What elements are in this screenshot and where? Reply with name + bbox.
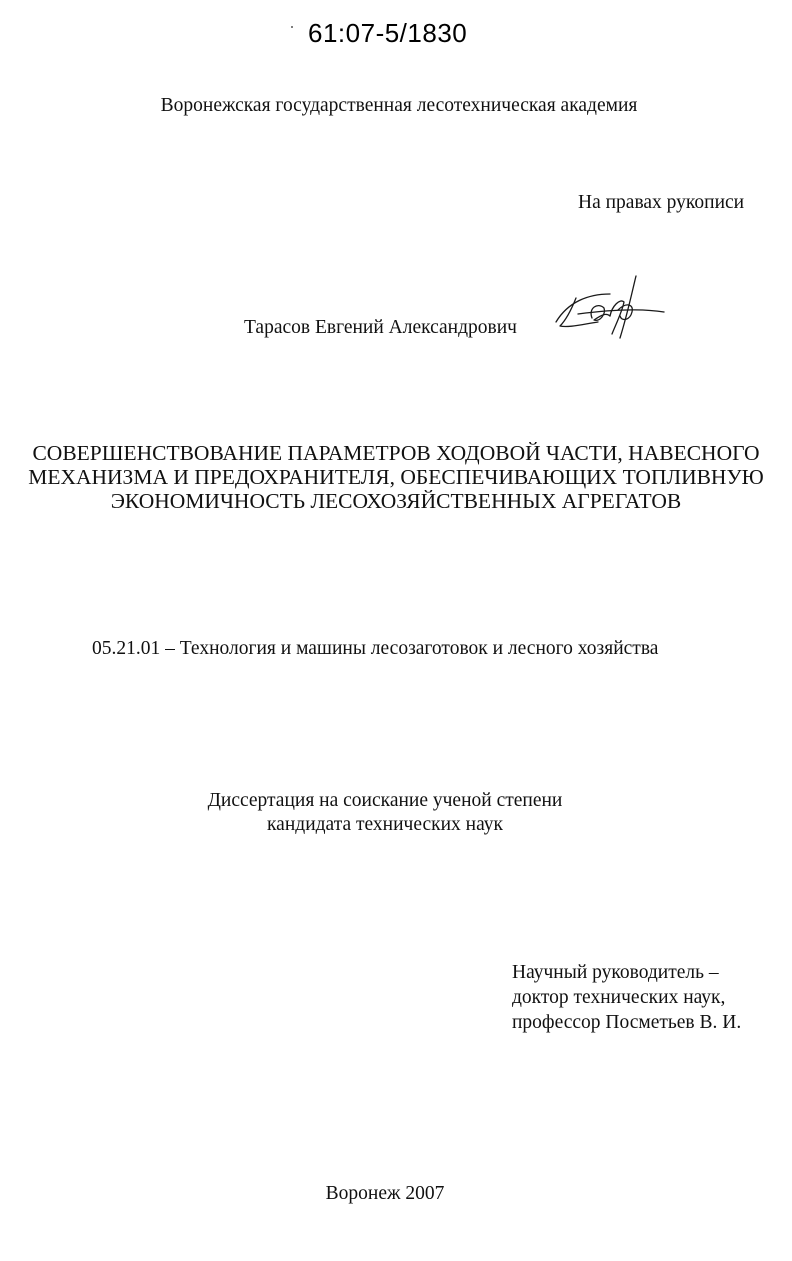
- supervisor-line: Научный руководитель –: [512, 962, 719, 983]
- title-line: СОВЕРШЕНСТВОВАНИЕ ПАРАМЕТРОВ ХОДОВОЙ ЧАСТИ, НАВЕСНОГО: [32, 441, 760, 465]
- dissertation-title: [0, 441, 792, 513]
- title-line: ЭКОНОМИЧНОСТЬ ЛЕСОХОЗЯЙСТВЕННЫХ АГРЕГАТОВ: [110, 489, 682, 513]
- manuscript-note: На правах рукописи: [578, 192, 745, 213]
- degree-line: кандидата технических наук: [267, 814, 503, 835]
- signature-icon: [548, 272, 668, 352]
- supervisor-line: профессор Посметьев В. И.: [512, 1012, 742, 1033]
- author-name: Тарасов Евгений Александрович: [244, 317, 517, 338]
- supervisor-block: [512, 960, 741, 1035]
- scan-speck: [291, 26, 293, 28]
- degree-statement: [0, 789, 770, 837]
- registry-number: 61:07-5/1830: [308, 18, 468, 48]
- specialty-code: 05.21.01 – Технология и машины лесозаготовок и лесного хозяйства: [92, 638, 659, 659]
- city-year: Воронеж 2007: [325, 1183, 445, 1204]
- title-line: МЕХАНИЗМА И ПРЕДОХРАНИТЕЛЯ, ОБЕСПЕЧИВАЮЩИХ ТОПЛИВНУЮ: [28, 465, 764, 489]
- degree-line: Диссертация на соискание ученой степени: [207, 790, 563, 811]
- supervisor-line: доктор технических наук,: [512, 987, 726, 1008]
- institution-name: Воронежская государственная лесотехническая академия: [160, 95, 638, 116]
